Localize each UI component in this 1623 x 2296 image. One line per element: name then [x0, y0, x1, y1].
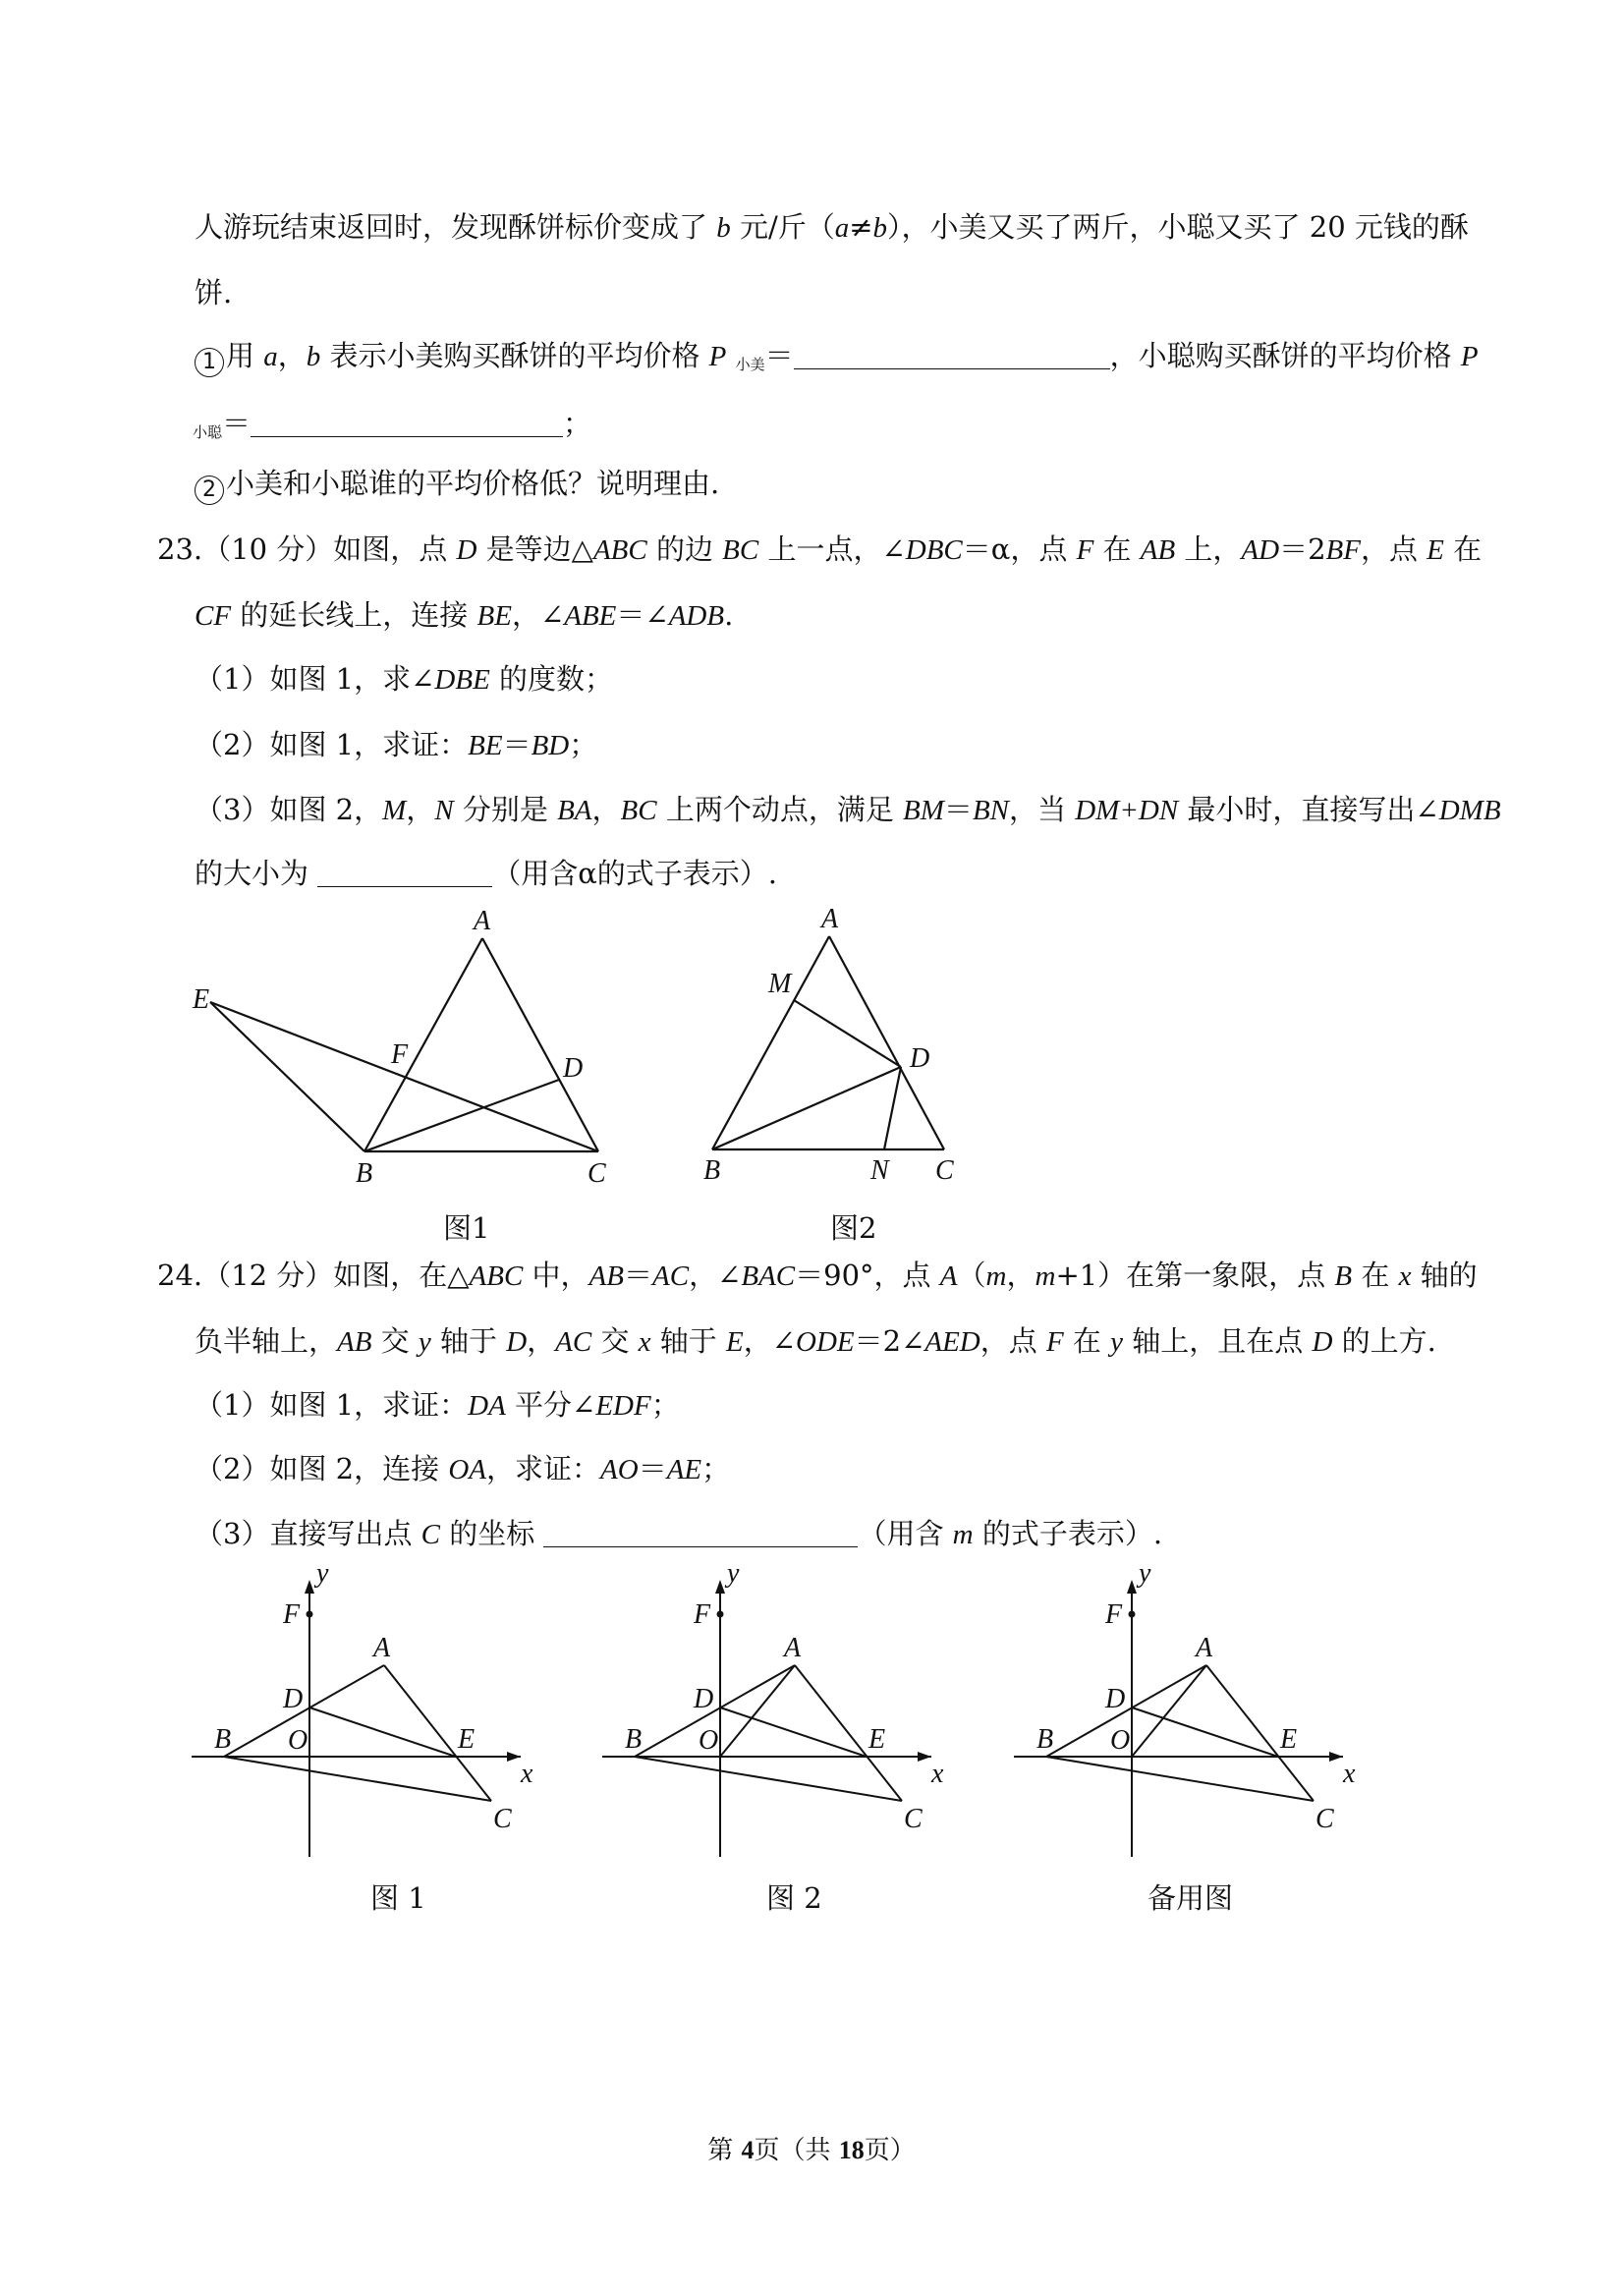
- label-c: C: [588, 1158, 606, 1189]
- q23-figure-2: [688, 894, 1002, 1189]
- q23-line-1: 23.（10 分）如图，点 D 是等边△ABC 的边 BC 上一点，∠DBC＝α，点 F 在 AB 上，AD＝2BF，点 E 在: [157, 532, 1483, 566]
- label-e: E: [193, 984, 210, 1015]
- total-pages: 18: [838, 2136, 865, 2164]
- q23-part-3: （3）如图 2，M，N 分别是 BA，BC 上两个动点，满足 BM＝BN，当 DM+DN 最小时，直接写出∠DMB: [195, 793, 1501, 826]
- segment-de: [309, 1708, 456, 1757]
- segment-md: [794, 1000, 901, 1067]
- q23-part-1: （1）如图 1，求∠DBE 的度数；: [195, 662, 614, 696]
- label-a: A: [821, 904, 839, 934]
- x-arrow-icon: [507, 1752, 521, 1762]
- label-b: B: [1036, 1724, 1054, 1755]
- label-y: y: [1139, 1562, 1151, 1589]
- q24-fig3-caption: 备用图: [1147, 1881, 1234, 1915]
- label-b: B: [214, 1724, 232, 1755]
- label-b: B: [625, 1724, 643, 1755]
- y-arrow-icon: [305, 1580, 314, 1594]
- answer-blank-angle-dmb[interactable]: [317, 857, 492, 887]
- segment-ab: [364, 938, 482, 1151]
- point-f-dot: [1129, 1611, 1136, 1618]
- x-arrow-icon: [918, 1752, 931, 1762]
- q22-sub2: 2 小美和小聪谁的平均价格低？说明理由.: [195, 467, 719, 505]
- page-number: 4: [741, 2136, 755, 2164]
- q23-fig1-caption: 图1: [443, 1211, 490, 1245]
- label-d: D: [1105, 1684, 1126, 1714]
- label-f: F: [283, 1599, 301, 1630]
- segment-bc: [224, 1757, 491, 1801]
- segment-dn: [884, 1067, 901, 1149]
- label-d: D: [563, 1053, 584, 1084]
- q24-figure-2: [597, 1562, 971, 1867]
- q22-line-1: 人游玩结束返回时，发现酥饼标价变成了 b 元/斤（a≠b），小美又买了两斤，小聪又买了 20 元钱的酥: [195, 210, 1469, 244]
- page-footer: 第 4页（共 18页）: [707, 2136, 916, 2165]
- q24-fig1-caption: 图 1: [370, 1881, 426, 1915]
- q24-part-3: （3）直接写出点 C 的坐标 （用含 m 的式子表示）.: [195, 1517, 1163, 1551]
- y-arrow-icon: [1127, 1580, 1137, 1594]
- q24-fig2-caption: 图 2: [766, 1881, 822, 1915]
- segment-ec: [210, 1002, 598, 1151]
- q24-line-2: 负半轴上，AB 交 y 轴于 D，AC 交 x 轴于 E，∠ODE＝2∠AED，点 F 在 y 轴上，且在点 D 的上方.: [195, 1324, 1436, 1358]
- q22-line-2: 饼.: [195, 276, 233, 309]
- label-m: M: [768, 969, 792, 999]
- q23-part-2: （2）如图 1，求证：BE＝BD；: [195, 728, 598, 761]
- q24-part-2: （2）如图 2，连接 OA，求证：AO＝AE；: [195, 1452, 731, 1485]
- label-d: D: [283, 1684, 304, 1714]
- segment-eb: [210, 1002, 364, 1151]
- label-e: E: [1280, 1724, 1298, 1755]
- label-c: C: [904, 1804, 923, 1834]
- q23-part-3-cont: 的大小为 （用含α的式子表示）.: [195, 857, 778, 891]
- answer-blank-p-xiaocong[interactable]: [251, 407, 563, 437]
- label-x: x: [521, 1759, 533, 1789]
- segment-de: [720, 1708, 867, 1757]
- point-f-dot: [717, 1611, 724, 1618]
- label-x: x: [931, 1759, 944, 1789]
- label-n: N: [870, 1155, 889, 1186]
- label-o: O: [288, 1725, 308, 1756]
- label-b: B: [703, 1155, 721, 1186]
- label-a: A: [373, 1633, 391, 1663]
- label-f: F: [1105, 1599, 1123, 1630]
- label-y: y: [316, 1562, 329, 1589]
- label-d: D: [910, 1043, 930, 1074]
- q22-sub1-cont: $_{小聪}$＝ ；: [193, 407, 592, 442]
- q23-fig2-caption: 图2: [830, 1211, 877, 1245]
- y-arrow-icon: [715, 1580, 725, 1594]
- segment-bd: [712, 1067, 901, 1149]
- label-e: E: [868, 1724, 886, 1755]
- label-c: C: [935, 1155, 954, 1186]
- q24-line-1: 24.（12 分）如图，在△ABC 中，AB＝AC，∠BAC＝90°，点 A（m，m+1）在第一象限，点 B 在 x 轴的: [157, 1259, 1478, 1292]
- q23-line-2: CF 的延长线上，连接 BE，∠ABE＝∠ADB.: [195, 598, 734, 632]
- q22-sub1: 1 用 a，b 表示小美购买酥饼的平均价格 P $_{小美}$＝ ，小聪购买酥饼的平均价格 P: [195, 339, 1479, 377]
- label-f: F: [391, 1039, 409, 1070]
- label-c: C: [493, 1804, 512, 1834]
- label-a: A: [784, 1633, 802, 1663]
- segment-bd: [364, 1080, 559, 1151]
- label-b: B: [356, 1158, 373, 1189]
- label-d: D: [694, 1684, 714, 1714]
- label-o: O: [699, 1725, 719, 1756]
- segment-ac: [795, 1665, 902, 1801]
- label-a: A: [1196, 1633, 1213, 1663]
- segment-ac: [482, 938, 598, 1151]
- label-a: A: [474, 906, 491, 936]
- circled-number-2: 2: [195, 476, 224, 505]
- q24-figure-spare: [1009, 1562, 1382, 1867]
- point-f-dot: [307, 1611, 313, 1618]
- label-e: E: [458, 1724, 476, 1755]
- segment-bc: [635, 1757, 902, 1801]
- segment-de: [1132, 1708, 1278, 1757]
- segment-ac: [384, 1665, 491, 1801]
- q23-figure-1: [177, 894, 629, 1189]
- circled-number-1: 1: [195, 348, 224, 377]
- q24-figure-1: [187, 1562, 560, 1867]
- label-f: F: [694, 1599, 711, 1630]
- q24-part-1: （1）如图 1，求证：DA 平分∠EDF；: [195, 1388, 680, 1422]
- segment-bc: [1046, 1757, 1314, 1801]
- answer-blank-point-c[interactable]: [543, 1517, 858, 1547]
- x-arrow-icon: [1329, 1752, 1343, 1762]
- label-y: y: [727, 1562, 740, 1589]
- label-x: x: [1343, 1759, 1356, 1789]
- answer-blank-p-xiaomei[interactable]: [794, 339, 1110, 369]
- label-c: C: [1315, 1804, 1334, 1834]
- label-o: O: [1110, 1725, 1131, 1756]
- segment-ac: [1206, 1665, 1314, 1801]
